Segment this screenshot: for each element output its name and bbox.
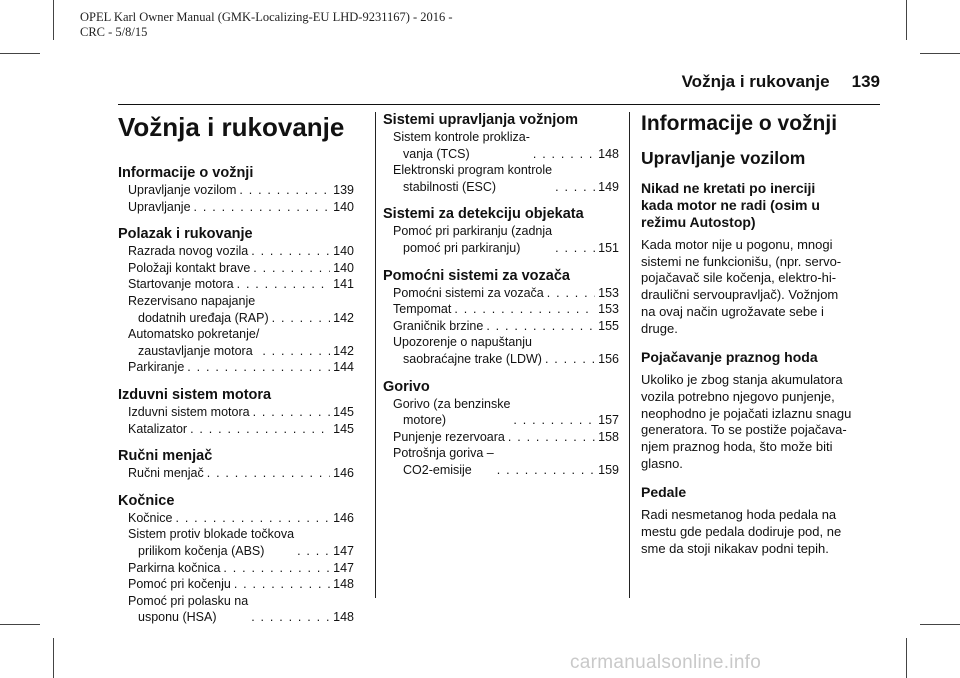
toc-entry-text: Tempomat [393,302,452,317]
toc-entry[interactable] [128,510,354,527]
crop-mark [906,638,907,678]
toc-entry[interactable] [128,526,354,559]
column-divider [629,112,630,598]
crop-mark [53,638,54,678]
dot-leader [486,318,595,335]
toc-page-number: 151 [598,240,619,255]
toc-entry-line: Automatsko pokretanje/ [128,327,260,342]
crop-mark [920,53,960,54]
toc-entry[interactable] [128,359,354,376]
subsection-title: Upravljanje vozilom [641,148,806,168]
toc-entry[interactable] [393,445,619,478]
toc-section-heading: Sistemi za detekciju objekata [383,206,584,223]
toc-entry-text: Graničnik brzine [393,318,484,333]
dot-leader [251,609,330,626]
toc-entry-text [128,593,248,626]
toc-entry-line: Pomoć pri parkiranju (zadnja [393,224,553,239]
toc-page-number: 153 [598,285,619,300]
dot-leader [508,429,595,446]
topic-heading: Pojačavanje praznog hoda [641,349,818,366]
toc-page-number: 148 [598,146,619,161]
toc-page-number: 141 [333,277,354,292]
toc-list [383,129,619,195]
dot-leader [555,179,595,196]
right-column [641,112,883,570]
dot-leader [545,351,595,368]
toc-entry-text: Upravljanje [128,199,191,214]
toc-page-number: 157 [598,413,619,428]
toc-entry-text [393,129,530,162]
text-line: sme da stoji nikakav podni tepih. [641,540,829,556]
text-line: vozila potrebno njegovo punjenje, [641,388,835,404]
watermark[interactable]: carmanualsonline.info [570,652,762,673]
crop-mark [920,624,960,625]
toc-entry-text [128,326,259,359]
toc-entry-text: Parkiranje [128,360,185,375]
toc-entry-line: Potrošnja goriva – [393,446,494,461]
text-line: Kada motor nije u pogonu, mnogi [641,237,833,252]
running-head [620,72,880,92]
crop-mark [53,0,54,40]
toc-entry[interactable] [393,429,619,446]
heading-line: Nikad ne kretati po inerciji [641,180,816,196]
toc-entry-line: prilikom kočenja (ABS) [138,543,265,558]
print-metadata-line: OPEL Karl Owner Manual (GMK-Localizing-EU LHD-9231167) - 2016 - [80,10,453,24]
toc-page-number: 142 [333,343,354,358]
toc-entry[interactable] [393,129,619,162]
toc-entry[interactable] [128,560,354,577]
toc-entry-line: Sistem kontrole prokliza- [393,130,530,144]
running-title: Vožnja i rukovanje [681,72,830,91]
toc-list [383,396,619,479]
toc-entry-text: Ručni menjač [128,466,204,481]
toc-entry-text [393,223,552,256]
dot-leader [207,465,330,482]
toc-entry[interactable] [393,223,619,256]
toc-entry-line: stabilnosti (ESC) [403,179,497,194]
toc-page-number: 153 [598,302,619,317]
body-paragraph [641,237,883,337]
toc-page-number: 148 [333,610,354,625]
dot-leader [297,543,330,560]
toc-entry-text: Parkirna kočnica [128,560,221,575]
body-paragraph [641,372,883,472]
toc-entry-text: Razrada novog vozila [128,244,249,259]
toc-entry[interactable] [128,293,354,326]
text-line: glasno. [641,455,683,471]
dot-leader [533,146,595,163]
toc-entry-line: Gorivo (za benzinske [393,396,511,411]
dot-leader [234,576,330,593]
topic-heading: Pedale [641,484,687,501]
body-paragraph [641,507,883,557]
toc-page-number: 146 [333,510,354,525]
toc-entry-text [128,293,269,326]
text-line: mestu gde pedala dodiruje pod, ne [641,524,842,540]
toc-page-number: 156 [598,351,619,366]
toc-entry[interactable] [393,162,619,195]
section-title: Informacije o vožnji [641,112,838,135]
toc-section-heading: Ručni menjač [118,448,213,465]
toc-entry-line: Pomoć pri polasku na [128,593,249,608]
toc-entry[interactable] [128,421,354,438]
toc-entry[interactable] [128,276,354,293]
toc-entry-text [393,445,494,478]
toc-page-number: 145 [333,404,354,419]
toc-entry[interactable] [128,243,354,260]
toc-entry[interactable] [128,576,354,593]
toc-entry-text [128,526,294,559]
heading-line: kada motor ne radi (osim u [641,197,820,213]
toc-entry-line: dodatnih uređaja (RAP) [138,310,269,325]
toc-entry-line: pomoć pri parkiranju) [403,240,521,255]
dot-leader [253,260,330,277]
dot-leader [454,301,595,318]
toc-entry-line: Upozorenje o napuštanju [393,335,532,350]
dot-leader [251,243,330,260]
toc-middle-column [383,112,619,490]
dot-leader [190,421,330,438]
toc-page-number: 147 [333,560,354,575]
toc-section-heading: Izduvni sistem motora [118,386,272,403]
toc-section-heading: Polazak i rukovanje [118,226,253,243]
toc-entry-line: zaustavljanje motora [138,343,253,358]
toc-entry-line: Rezervisano napajanje [128,293,256,308]
toc-entry-text: Izduvni sistem motora [128,404,250,419]
toc-entry-text: Punjenje rezervoara [393,429,505,444]
toc-list [383,285,619,368]
toc-entry[interactable] [128,260,354,277]
text-line: draulični servoupravljač). Vožnjom [641,287,839,303]
toc-section-heading: Informacije o vožnji [118,165,254,181]
toc-entry[interactable] [393,318,619,335]
toc-entry[interactable] [393,334,619,367]
toc-entry[interactable] [393,285,619,302]
toc-entry-text: Katalizator [128,421,188,436]
toc-entry-line: CO2-emisije [403,462,472,477]
toc-page-number: 155 [598,318,619,333]
dot-leader [237,276,331,293]
toc-page-number: 140 [333,260,354,275]
column-divider [375,112,376,598]
toc-entry[interactable] [128,199,354,216]
text-line: na ovaj način ugrožavate sebe i [641,303,824,319]
header-rule [118,104,880,105]
toc-section-heading: Gorivo [383,378,430,395]
toc-page-number: 139 [333,183,354,197]
toc-entry-text [393,396,510,429]
dot-leader [547,285,595,302]
toc-page-number: 159 [598,462,619,477]
toc-entry-text [393,334,542,367]
toc-entry-line: usponu (HSA) [138,610,217,625]
text-line: pojačavač sile kočenja, elektro-hi- [641,270,837,286]
text-line: druge. [641,320,678,336]
toc-entry[interactable] [128,182,354,199]
topic-heading [641,180,883,231]
toc-entry[interactable] [128,404,354,421]
toc-page-number: 140 [333,199,354,214]
text-line: Ukoliko je zbog stanja akumulatora [641,372,843,388]
toc-entry-text: Položaji kontakt brave [128,260,251,275]
toc-entry-text: Kočnice [128,510,173,525]
text-line: neophodno je pojačati izlaznu snagu [641,405,852,421]
toc-page-number: 140 [333,244,354,259]
toc-page-number: 146 [333,466,354,481]
dot-leader [513,412,595,429]
dot-leader [555,240,595,257]
toc-left-column [118,165,354,637]
print-metadata-line: CRC - 5/8/15 [80,25,148,39]
toc-list [118,510,354,626]
toc-entry[interactable] [128,326,354,359]
toc-entry-line: vanja (TCS) [403,146,470,161]
toc-page-number: 147 [333,543,354,558]
toc-entry-text: Startovanje motora [128,277,234,292]
toc-list [118,404,354,437]
toc-entry-text: Upravljanje vozilom [128,183,237,197]
chapter-title: Vožnja i rukovanje [118,112,345,142]
dot-leader [262,343,330,360]
toc-entry[interactable] [128,593,354,626]
toc-list [118,182,354,215]
toc-section-heading: Kočnice [118,492,175,509]
text-line: sistemi ne funkcionišu, (npr. servo- [641,253,842,269]
toc-entry-text [393,162,552,195]
toc-page-number: 145 [333,421,354,436]
toc-list [118,243,354,376]
toc-entry[interactable] [393,301,619,318]
crop-mark [0,624,40,625]
dot-leader [175,510,330,527]
page-number: 139 [851,72,880,91]
toc-entry-text: Pomoćni sistemi za vozača [393,285,544,300]
dot-leader [497,462,595,479]
toc-entry[interactable] [128,465,354,482]
dot-leader [272,310,331,327]
toc-list [383,223,619,256]
toc-entry-line: motore) [403,413,447,428]
crop-mark [906,0,907,40]
crop-mark [0,53,40,54]
heading-line: režimu Autostop) [641,214,756,230]
print-metadata [80,10,453,40]
text-line: generatora. To se postiže pojačava- [641,422,847,438]
toc-entry-line: Sistem protiv blokade točkova [128,527,295,542]
toc-page-number: 142 [333,310,354,325]
toc-entry-text: Pomoć pri kočenju [128,577,231,592]
toc-section-heading: Sistemi upravljanja vožnjom [383,112,578,128]
toc-page-number: 144 [333,360,354,375]
toc-page-number: 149 [598,179,619,194]
dot-leader [223,560,330,577]
dot-leader [239,182,330,199]
toc-section-heading: Pomoćni sistemi za vozača [383,267,570,284]
text-line: Radi nesmetanog hoda pedala na [641,507,837,523]
toc-entry-line: Elektronski program kontrole [393,163,553,178]
toc-list [118,465,354,482]
toc-page-number: 148 [333,577,354,592]
dot-leader [194,199,331,216]
dot-leader [187,359,330,376]
toc-entry-line: saobraćajne trake (LDW) [403,351,542,366]
dot-leader [253,404,331,421]
toc-entry[interactable] [393,396,619,429]
toc-page-number: 158 [598,429,619,444]
text-line: njem praznog hoda, što može biti [641,439,833,455]
